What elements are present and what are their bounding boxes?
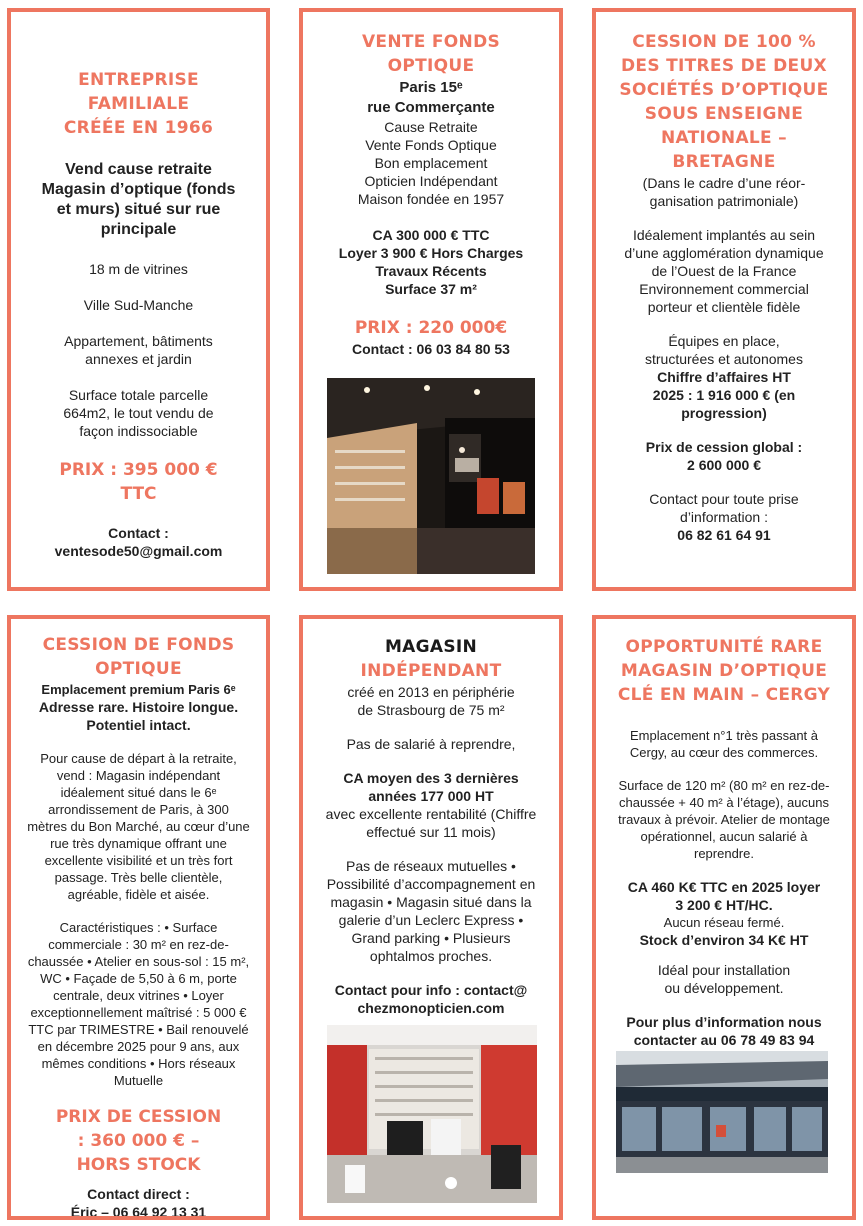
ad-tagline: Adresse rare. Histoire longue. Potentiel intact. [38,699,239,733]
store-interior-photo [327,378,535,574]
contact-email[interactable]: ventesode50@gmail.com [54,543,223,559]
ad-paragraph: Équipes en place, structurées et autonomes [645,333,803,367]
ad-title: OPPORTUNITÉ RARE MAGASIN D’OPTIQUE CLÉ EN MAIN – CERGY [617,637,831,705]
ad-item: 18 m de vitrines [89,261,188,277]
ad-title: CESSION DE 100 % DES TITRES DE DEUX SOCIÉTÉS D’OPTIQUE SOUS ENSEIGNE NATIONALE – BRETAGNE [619,32,829,172]
ad-stock: Stock d’environ 34 K€ HT [639,932,809,948]
ad-price: PRIX DE CESSION : 360 000 € – HORS STOCK [55,1107,222,1175]
ad-figures: CA 300 000 € TTC Loyer 3 900 € Hors Charges Travaux Récents Surface 37 m² [338,227,524,297]
ad-features: Pas de réseaux mutuelles • Possibilité d’accompagnement en magasin • Magasin situé dans la galerie d’un Leclerc Express • Grand parking • Plusieurs ophtalmos proches. [326,858,536,964]
store-facade-photo [616,1051,828,1173]
ad-title-line2: INDÉPENDANT [360,661,502,681]
ad-card-bretagne [592,8,856,591]
ad-price: Prix de cession global : 2 600 000 € [645,439,803,473]
ad-contact[interactable]: Contact pour info : contact@ chezmonopticien.com [334,982,528,1016]
store-interior-photo [327,1025,537,1203]
ad-staff: Pas de salarié à reprendre, [346,736,516,752]
ad-item: Surface totale parcelle 664m2, le tout vendu de façon indissociable [63,387,214,439]
ad-location-district: Paris 15ᵉ [399,79,463,96]
ad-network: Aucun réseau fermé. [663,915,785,930]
contact-phone[interactable]: Éric – 06 64 92 13 31 [70,1204,207,1220]
ad-revenue: CA moyen des 3 dernières années 177 000 HT [343,770,519,804]
contact-label: Contact : [108,525,169,541]
ad-details: Cause Retraite Vente Fonds Optique Bon emplacement Opticien Indépendant Maison fondée en 1957 [357,119,505,207]
contact-phone[interactable]: 06 82 61 64 91 [677,527,771,543]
ad-revenue-note: avec excellente rentabilité (Chiffre effectué sur 11 mois) [325,806,537,840]
contact-label: Contact pour toute prise d’information : [649,491,799,525]
ad-revenue: Chiffre d’affaires HT 2025 : 1 916 000 € (en progression) [652,369,796,421]
ad-contact[interactable]: Contact : 06 03 84 80 53 [352,341,510,357]
ad-headline: Vend cause retraite Magasin d’optique (fonds et murs) situé sur rue principale [41,161,236,238]
ad-price: PRIX : 395 000 € TTC [59,460,218,504]
ad-intro: créé en 2013 en périphérie de Strasbourg de 75 m² [347,684,515,718]
ad-item: Ville Sud-Manche [83,297,194,313]
ad-title: VENTE FONDS OPTIQUE [361,32,501,76]
ad-description: Pour cause de départ à la retraite, vend : Magasin indépendant idéalement situé dans le 6ᵉ arrondissement de Paris, à 300 mètres du Bon Marché, au cœur d’une rue très dynamique offrant une excellente visibilité et un très fort passage. Très belle clientèle, agréable, fidèle et aisée. [27,751,250,902]
ad-subtitle: (Dans le cadre d’une réorganisation patrimoniale) [642,175,806,209]
ad-location-street: rue Commerçante [367,99,495,116]
ad-ideal: Idéal pour installation ou développement. [657,962,791,996]
ad-title: CESSION DE FONDS OPTIQUE [42,635,235,679]
ad-features: Caractéristiques : • Surface commerciale : 30 m² en rez-de-chaussée • Atelier en sous-sol : 15 m², WC • Façade de 5,50 à 6 m, porte centrale, deux vitrines • Loyer exceptionnellement maîtrisé : 5 000 € TTC par TRIMESTRE • Bail renouvelé en décembre 2025 pour 9 ans, aux mêmes conditions • Hors réseaux Mutuelle [27,920,250,1088]
ad-figures: CA 460 K€ TTC en 2025 loyer 3 200 € HT/HC. [627,879,821,913]
ad-location: Emplacement premium Paris 6ᵉ [41,682,236,697]
ad-card-paris-15 [299,8,563,591]
ad-title-line1: MAGASIN [384,637,478,657]
ad-item: Appartement, bâtiments annexes et jardin [64,333,213,367]
ad-card-strasbourg [299,615,563,1220]
ad-surface: Surface de 120 m² (80 m² en rez-de-chaussée + 40 m² à l’étage), aucuns travaux à prévoir. Atelier de montage opérationnel, aucun salarié à reprendre. [618,778,830,861]
contact-label: Contact direct : [87,1186,190,1202]
ad-card-paris-6 [7,615,270,1220]
ad-contact[interactable]: Pour plus d’information nous contacter au 06 78 49 83 94 [626,1014,822,1048]
ad-card-cergy [592,615,856,1220]
ad-title: ENTREPRISE FAMILIALE CRÉÉE EN 1966 [63,70,214,138]
ad-price: PRIX : 220 000€ [354,318,508,338]
ad-location: Emplacement n°1 très passant à Cergy, au cœur des commerces. [629,728,819,760]
ad-card-family-business [7,8,270,591]
ad-paragraph: Idéalement implantés au sein d’une agglomération dynamique de l’Ouest de la France Environnement commercial porteur et clientèle fidèle [624,227,824,315]
